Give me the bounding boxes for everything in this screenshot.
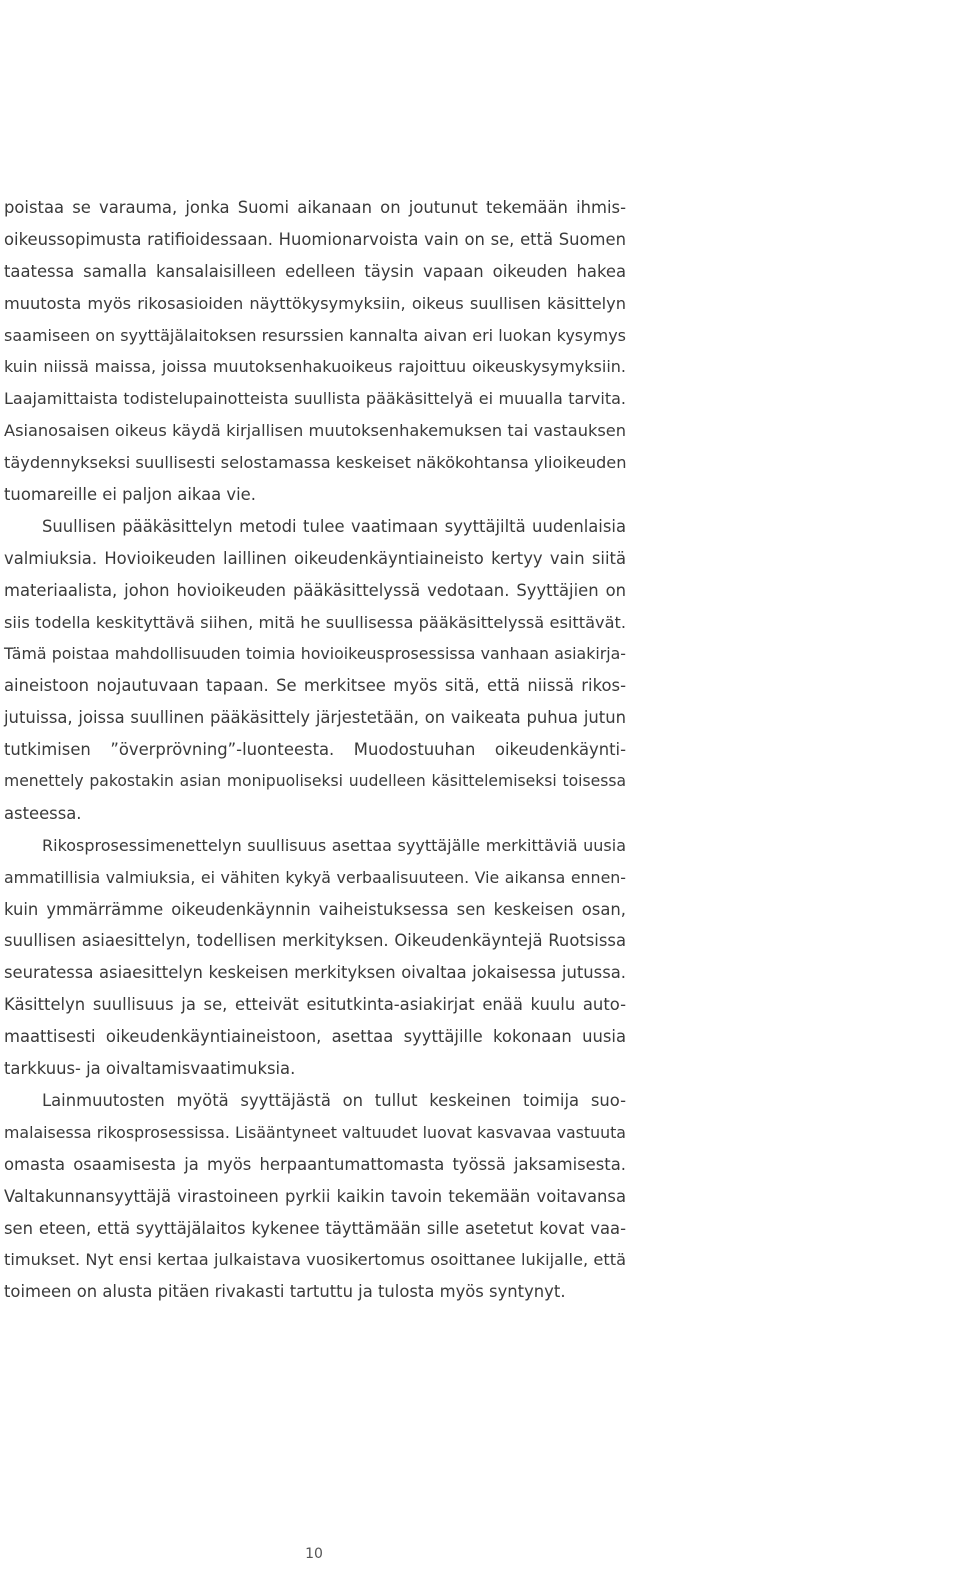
text-line: Rikosprosessimenettelyn suullisuus asettaa syyttäjälle merkittäviä uusia bbox=[42, 835, 626, 855]
text-line: Käsittelyn suullisuus ja se, etteivät esitutkinta-asiakirjat enää kuulu auto- bbox=[4, 995, 626, 1015]
text-line: Suullisen pääkäsittelyn metodi tulee vaatimaan syyttäjiltä uudenlaisia bbox=[42, 516, 626, 536]
text-line: tutkimisen ”överprövning”-luonteesta. Muodostuuhan oikeudenkäynti- bbox=[4, 740, 626, 760]
text-line: malaisessa rikosprosessissa. Lisääntyneet valtuudet luovat kasvavaa vastuuta bbox=[4, 1122, 626, 1142]
text-line: poistaa se varauma, jonka Suomi aikanaan on joutunut tekemään ihmis- bbox=[4, 198, 626, 217]
text-line: Laajamittaista todistelupainotteista suullista pääkäsittelyä ei muualla tarvita. bbox=[4, 389, 626, 409]
text-line: sen eteen, että syyttäjälaitos kykenee täyttämään sille asetetut kovat vaa- bbox=[4, 1218, 626, 1238]
text-line: saamiseen on syyttäjälaitoksen resurssien kannalta aivan eri luokan kysymys bbox=[4, 325, 626, 345]
text-line: jutuissa, joissa suullinen pääkäsittely järjestetään, on vaikeata puhua jutun bbox=[4, 708, 626, 728]
text-line: täydennykseksi suullisesti selostamassa keskeiset näkökohtansa ylioikeuden bbox=[4, 453, 627, 473]
text-line: tuomareille ei paljon aikaa vie. bbox=[4, 485, 256, 505]
text-line: timukset. Nyt ensi kertaa julkaistava vuosikertomus osoittanee lukijalle, että bbox=[4, 1250, 626, 1270]
text-line: oikeussopimusta ratifioidessaan. Huomionarvoista vain on se, että Suomen bbox=[4, 229, 626, 249]
text-line: aineistoon nojautuvaan tapaan. Se merkitsee myös sitä, että niissä rikos- bbox=[4, 676, 626, 696]
text-line: valmiuksia. Hovioikeuden laillinen oikeudenkäyntiaineisto kertyy vain siitä bbox=[4, 548, 626, 568]
text-line: materiaalista, johon hovioikeuden pääkäsittelyssä vedotaan. Syyttäjien on bbox=[4, 580, 626, 600]
text-line: seuratessa asiaesittelyn keskeisen merkityksen oivaltaa jokaisessa jutussa. bbox=[4, 963, 626, 983]
text-line: Asianosaisen oikeus käydä kirjallisen muutoksenhakemuksen tai vastauksen bbox=[4, 421, 626, 441]
text-line: muutosta myös rikosasioiden näyttökysymyksiin, oikeus suullisen käsittelyn bbox=[4, 293, 626, 313]
text-line: kuin niissä maissa, joissa muutoksenhakuoikeus rajoittuu oikeuskysymyksiin. bbox=[4, 357, 626, 377]
text-line: toimeen on alusta pitäen rivakasti tartuttu ja tulosta myös syntynyt. bbox=[4, 1282, 566, 1302]
text-line: taatessa samalla kansalaisilleen edelleen täysin vapaan oikeuden hakea bbox=[4, 261, 626, 281]
text-line: tarkkuus- ja oivaltamisvaatimuksia. bbox=[4, 1059, 296, 1079]
text-line: siis todella keskityttävä siihen, mitä he suullisessa pääkäsittelyssä esittävät. bbox=[4, 612, 626, 632]
text-line: maattisesti oikeudenkäyntiaineistoon, asettaa syyttäjille kokonaan uusia bbox=[4, 1027, 626, 1047]
text-line: Lainmuutosten myötä syyttäjästä on tullut keskeinen toimija suo- bbox=[42, 1090, 626, 1110]
text-line: asteessa. bbox=[4, 803, 82, 823]
text-line: omasta osaamisesta ja myös herpaantumattomasta työssä jaksamisesta. bbox=[4, 1154, 626, 1174]
text-line: suullisen asiaesittelyn, todellisen merkityksen. Oikeudenkäyntejä Ruotsissa bbox=[4, 931, 626, 951]
text-line: Tämä poistaa mahdollisuuden toimia hovioikeusprosessissa vanhaan asiakirja- bbox=[4, 644, 626, 664]
body-text bbox=[4, 192, 626, 1308]
text-line: Valtakunnansyyttäjä virastoineen pyrkii kaikin tavoin tekemään voitavansa bbox=[4, 1186, 626, 1206]
text-line: ammatillisia valmiuksia, ei vähiten kykyä verbaalisuuteen. Vie aikansa ennen- bbox=[4, 867, 626, 887]
page-number: 10 bbox=[305, 1546, 323, 1562]
text-line: menettely pakostakin asian monipuoliseksi uudelleen käsittelemiseksi toisessa bbox=[4, 772, 626, 791]
text-line: kuin ymmärrämme oikeudenkäynnin vaiheistuksessa sen keskeisen osan, bbox=[4, 899, 626, 919]
